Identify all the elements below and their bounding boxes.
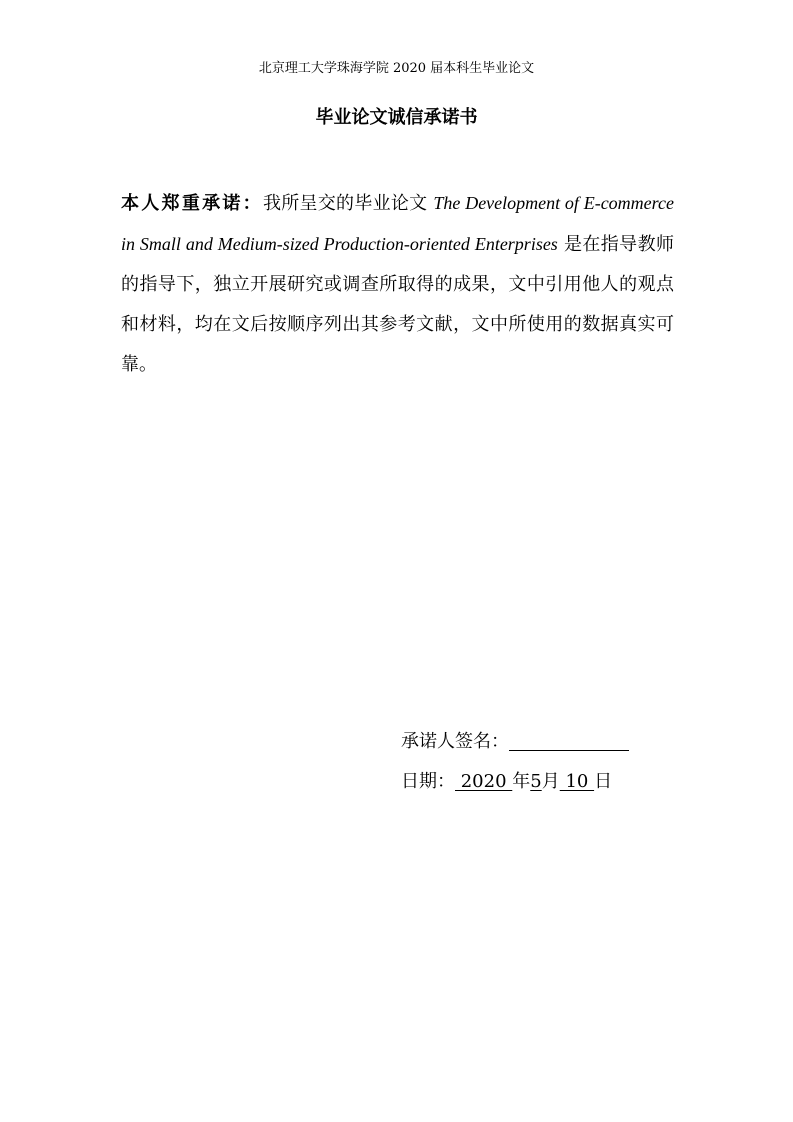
- pledge-paragraph: [121, 183, 674, 385]
- date-month-unit: 月: [541, 771, 560, 792]
- pledge-intro: 我所呈交的毕业论文: [262, 193, 434, 214]
- signature-line: [401, 729, 629, 755]
- signature-blank: [509, 732, 629, 751]
- date-day: 10: [559, 771, 595, 792]
- signature-label: 承诺人签名：: [401, 731, 509, 752]
- date-line: [401, 769, 612, 795]
- page-title: 毕业论文诚信承诺书: [315, 107, 478, 128]
- thesis-title: The Development of E-commerce in Small and Medium-sized Production-oriented Enterprises: [121, 193, 674, 254]
- date-month: 5: [530, 771, 542, 792]
- date-label: 日期：: [401, 771, 455, 792]
- pledge-rest: 是在指导教师的指导下，独立开展研究或调查所取得的成果，文中引用他人的观点和材料，均在文后按顺序列出其参考文献，文中所使用的数据真实可靠。: [121, 234, 674, 375]
- date-day-unit: 日: [594, 771, 613, 792]
- page-header: 北京理工大学珠海学院 2020 届本科生毕业论文: [258, 61, 535, 76]
- pledge-lead: 本人郑重承诺：: [121, 193, 263, 214]
- date-year: 2020: [455, 771, 513, 792]
- date-year-unit: 年: [512, 771, 531, 792]
